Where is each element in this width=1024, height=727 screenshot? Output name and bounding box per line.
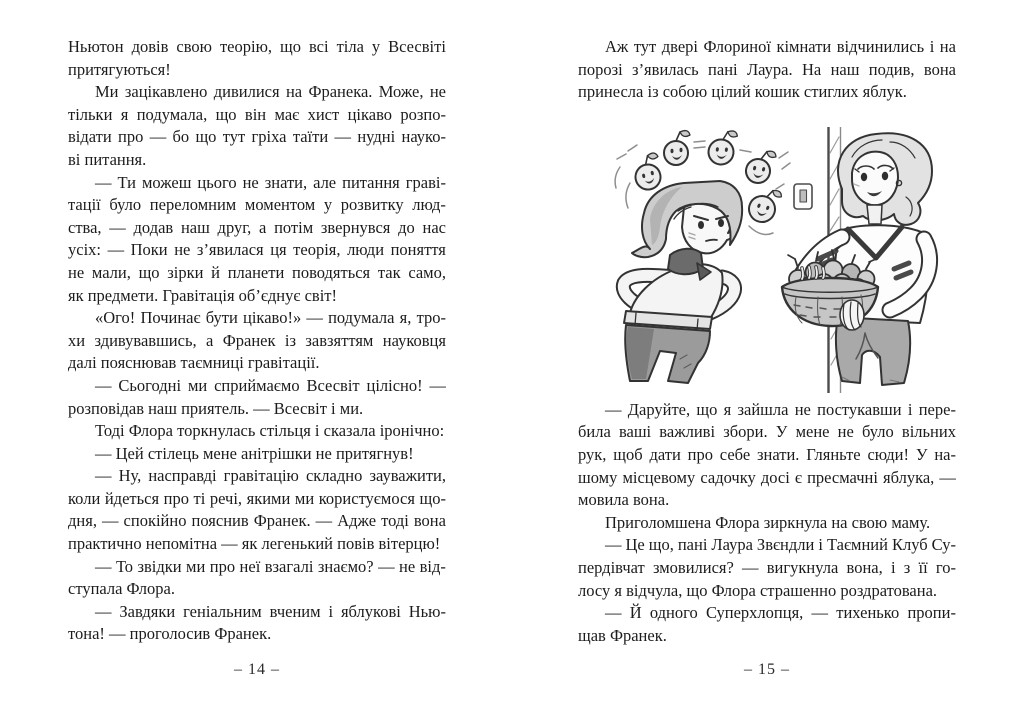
paragraph [68,420,446,443]
text-line: лосу я відчула, що Флора страшенно роздратована. [578,580,938,600]
text-line: ступала Флора. [68,579,175,599]
paragraph [68,375,446,420]
right-page-text-column [578,36,956,647]
paragraph [578,399,956,512]
paragraph [68,81,446,171]
text-line: тона! — проголосив Франек. [68,624,272,644]
paragraph [578,36,956,104]
illustration-block [578,104,956,399]
text-line: дня, — спокійно пояснив Франек. — Адже тоді вона [68,511,446,531]
flora-figure [623,181,742,383]
text-line: била ваші важливі збори. У мене не було вільних [578,422,956,442]
apple-icon [664,130,690,164]
paragraph [68,443,446,466]
apple-icon [707,128,738,166]
paragraph [68,307,446,375]
text-line: — Даруйте, що я зайшла не постукавши і пере- [605,399,956,419]
text-line: тації було переломним моментом у розвитку люд- [68,195,446,215]
text-line: — Й одного Суперхлопця, — тихенько пропи- [605,603,956,623]
text-line: — Цей стілець мене анітрішки не притягнув! [95,443,414,463]
left-page-text-column [68,36,446,646]
text-line: принесла із собою цілий кошик стиглих яблук. [578,82,907,102]
text-line: розповідав наш приятель. — Всесвіт і ми. [68,398,364,418]
paragraph [68,601,446,646]
paragraph [578,512,956,535]
right-page-body-bottom [578,399,956,648]
text-line: рук, щоб дати про себе знати. Гляньте сюди! У на- [578,444,956,464]
text-line: — Це що, пані Лаура Звєндли і Таємний Клуб Су- [605,535,956,555]
text-line: Тоді Флора торкнулась стільця і сказала іронічно: [95,421,445,441]
text-line: усіх: — Поки не з’явилася ця теорія, люди поняття [68,240,446,260]
text-line: Приголомшена Флора зиркнула на свою маму. [605,512,931,532]
text-line: — Завдяки геніальним вченим і яблукові Нью- [95,601,446,621]
text-line: шому місцевому садочку досі є пресмачні яблука, — [578,467,956,487]
apple-icon [745,183,782,226]
right-page-body-top [578,36,956,104]
text-line: практично непомітна — як легенький повів вітерцю! [68,534,441,554]
text-line: як предмети. Гравітація об’єднує світ! [68,285,337,305]
left-page-number: – 14 – [234,661,280,678]
text-line: ві питання. [68,149,147,169]
paragraph [68,556,446,601]
text-line: коли йдеться про ті речі, якими ми користуємося що- [68,488,446,508]
text-line: далі пояснював таємниці гравітації. [68,353,320,373]
text-line: — То звідки ми про неї взагалі знаємо? — не від- [95,556,446,576]
text-line: порозі з’явилась пані Лаура. На наш подив, вона [578,59,956,79]
text-line: не мали, що зірки й планети поводяться так само, [68,262,446,282]
text-line: відати про — бо що тут гріха таїти — нудні науко- [68,127,446,147]
light-switch-icon [794,184,812,209]
text-line: тільки я подумала, що він має хист цікаво розпо- [68,104,446,124]
text-line: Ньютон довів свою теорію, що всі тіла у Всесвіті [68,37,446,56]
illustration-flora-and-laura [590,127,942,393]
text-line: — Сьогодні ми сприймаємо Всесвіт цілісно! — [95,375,446,395]
paragraph [578,602,956,647]
left-page-body [68,36,446,646]
paragraph [68,172,446,308]
text-line: мовила вона. [578,490,670,510]
paragraph [578,534,956,602]
text-line: притягуються! [68,59,171,79]
text-line: «Ого! Починає бути цікаво!» — подумала я, тро- [95,308,446,328]
paragraph [68,36,446,81]
paragraph [68,465,446,555]
laura-figure [802,133,932,385]
text-line: ства, — додав наш друг, а потім звернувся до нас [68,217,446,237]
text-line: Ми зацікавлено дивилися на Франека. Може, не [95,82,446,102]
text-line: щав Франек. [578,625,667,645]
apple-icon [631,152,664,192]
text-line: хи здивувавшись, а Франек із завзяттям науковця [68,330,446,350]
text-line: — Ти можеш цього не знати, але питання граві- [95,172,446,192]
text-line: Аж тут двері Флориної кімнати відчинились і на [605,37,956,56]
text-line: пердівчат змовилися? — вигукнула вона, і з її го- [578,557,956,577]
right-page-number: – 15 – [744,661,790,678]
text-line: — Ну, насправді гравітацію складно зауважити, [95,466,446,486]
